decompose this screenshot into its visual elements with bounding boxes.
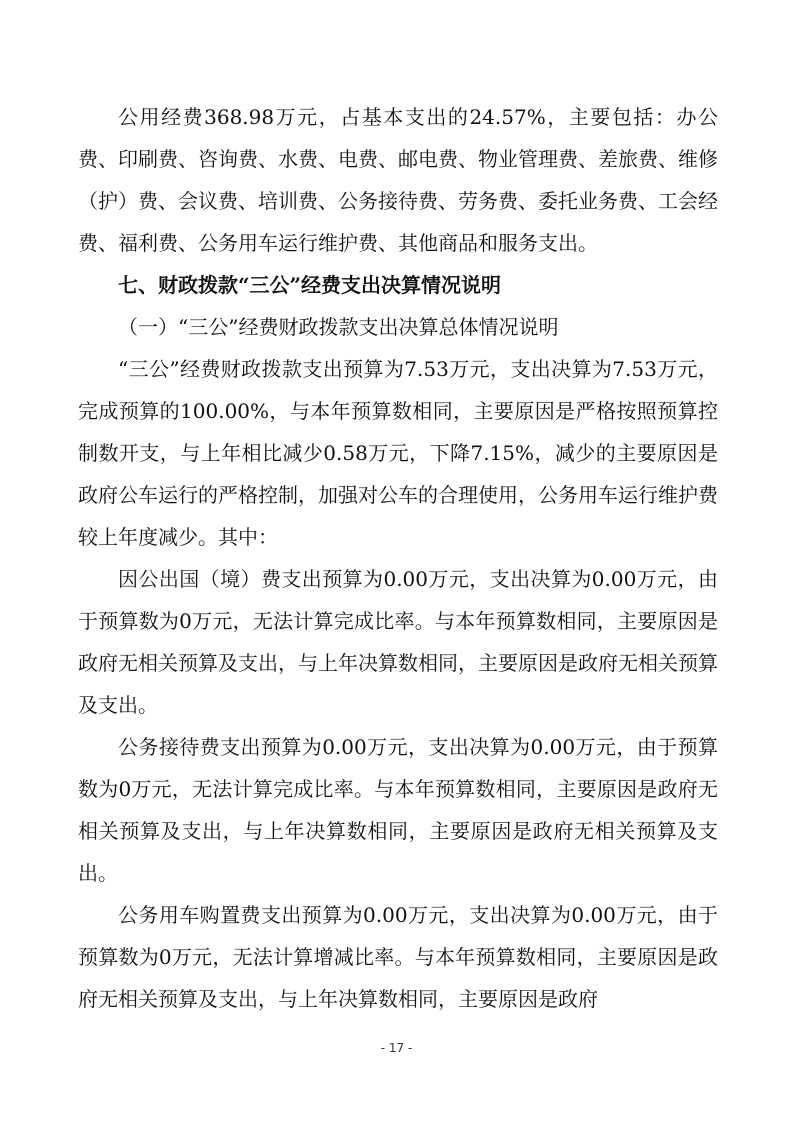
paragraph-overall: “三公”经费财政拨款支出预算为7.53万元，支出决算为7.53万元，完成预算的100.00%，与本年预算数相同，主要原因是严格按照预算控制数开支，与上年相比减少0.58万元，下降7.15%，减少的主要原因是政府公车运行的严格控制，加强对公车的合理使用，公务用车运行维护费较上年度减少。其中： — [78, 357, 718, 549]
paragraph-reception: 公务接待费支出预算为0.00万元，支出决算为0.00万元，由于预算数为0万元，无法计算完成比率。与本年预算数相同，主要原因是政府无相关预算及支出，与上年决算数相同，主要原因是政府无相关预算及支出。 — [78, 735, 718, 885]
paragraph-vehicle-purchase: 公务用车购置费支出预算为0.00万元，支出决算为0.00万元，由于预算数为0万元，无法计算增减比率。与本年预算数相同，主要原因是政府无相关预算及支出，与上年决算数相同，主要原因是政府 — [78, 903, 718, 1011]
section-heading: 七、财政拨款“三公”经费支出决算情况说明 — [118, 273, 502, 297]
sub-heading: （一）“三公”经费财政拨款支出决算总体情况说明 — [118, 315, 559, 339]
paragraph-overseas-travel: 因公出国（境）费支出预算为0.00万元，支出决算为0.00万元，由于预算数为0万元，无法计算完成比率。与本年预算数相同，主要原因是政府无相关预算及支出，与上年决算数相同，主要原因是政府无相关预算及支出。 — [78, 567, 718, 717]
page-number: - 17 - — [380, 1041, 413, 1055]
paragraph-public-expenses: 公用经费368.98万元，占基本支出的24.57%，主要包括：办公费、印刷费、咨询费、水费、电费、邮电费、物业管理费、差旅费、维修（护）费、会议费、培训费、公务接待费、劳务费、委托业务费、工会经费、福利费、公务用车运行维护费、其他商品和服务支出。 — [78, 105, 718, 255]
document-body — [78, 96, 718, 1020]
